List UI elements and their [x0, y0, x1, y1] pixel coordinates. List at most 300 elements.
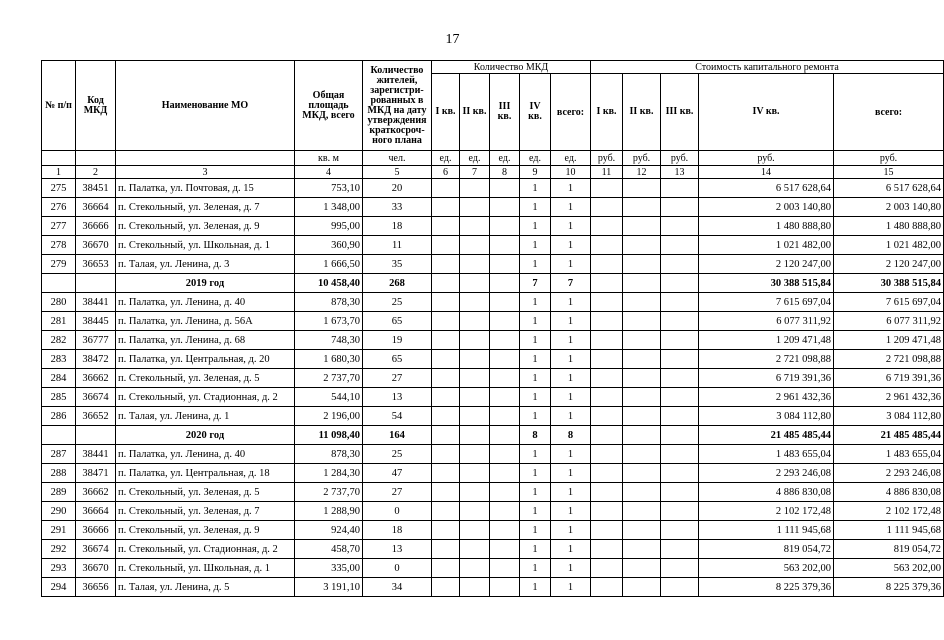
unit-label: ед. [551, 151, 591, 166]
cost-q4-cell: 1 209 471,48 [699, 331, 834, 350]
table-row [42, 464, 944, 483]
count-total-cell: 1 [551, 369, 591, 388]
row-number-cell: 284 [42, 369, 76, 388]
building-code-cell: 36664 [76, 198, 116, 217]
count-q4-cell: 8 [520, 426, 551, 445]
cost-q3-cell [661, 369, 699, 388]
header-cost-q1: I кв. [591, 74, 623, 151]
cost-total-cell: 1 483 655,04 [834, 445, 944, 464]
table-row [42, 217, 944, 236]
column-number: 3 [116, 166, 295, 179]
residents-cell: 25 [363, 445, 432, 464]
cost-q4-cell: 2 293 246,08 [699, 464, 834, 483]
count-q4-cell: 1 [520, 350, 551, 369]
cost-q3-cell [661, 312, 699, 331]
count-total-cell: 1 [551, 255, 591, 274]
address-cell: п. Стекольный, ул. Зеленая, д. 7 [116, 198, 295, 217]
cost-q3-cell [661, 407, 699, 426]
empty-cell [76, 426, 116, 445]
header-residents: Количество жителей, зарегистри-рованных в МКД на дату утверждения краткосроч-ного плана [363, 61, 432, 151]
cost-total-cell: 4 886 830,08 [834, 483, 944, 502]
count-total-cell: 8 [551, 426, 591, 445]
count-q2-cell [460, 540, 490, 559]
cost-q2-cell [623, 502, 661, 521]
building-code-cell: 36664 [76, 502, 116, 521]
cost-q2-cell [623, 445, 661, 464]
residents-cell: 34 [363, 578, 432, 597]
count-total-cell: 1 [551, 540, 591, 559]
header-cost-group: Стоимость капитального ремонта [591, 61, 944, 74]
cost-q1-cell [591, 559, 623, 578]
cost-q2-cell [623, 331, 661, 350]
count-q1-cell [432, 559, 460, 578]
building-code-cell: 36662 [76, 369, 116, 388]
address-cell: п. Палатка, ул. Почтовая, д. 15 [116, 179, 295, 198]
address-cell: п. Стекольный, ул. Стадионная, д. 2 [116, 540, 295, 559]
unit-label: руб. [699, 151, 834, 166]
cost-q1-cell [591, 464, 623, 483]
cost-q1-cell [591, 388, 623, 407]
header-count-q1: I кв. [432, 74, 460, 151]
cost-q2-cell [623, 312, 661, 331]
count-q3-cell [490, 559, 520, 578]
building-code-cell: 36662 [76, 483, 116, 502]
count-q4-cell: 1 [520, 331, 551, 350]
address-cell: п. Стекольный, ул. Зеленая, д. 5 [116, 483, 295, 502]
address-cell: п. Палатка, ул. Ленина, д. 40 [116, 293, 295, 312]
header-count-q3: III кв. [490, 74, 520, 151]
residents-cell: 164 [363, 426, 432, 445]
table-row [42, 521, 944, 540]
year-total-row [42, 274, 944, 293]
residents-cell: 11 [363, 236, 432, 255]
count-total-cell: 1 [551, 236, 591, 255]
unit-label: ед. [520, 151, 551, 166]
count-q4-cell: 1 [520, 578, 551, 597]
row-number-cell: 292 [42, 540, 76, 559]
cost-q1-cell [591, 426, 623, 445]
count-q4-cell: 1 [520, 255, 551, 274]
count-q2-cell [460, 426, 490, 445]
column-number: 12 [623, 166, 661, 179]
count-q2-cell [460, 407, 490, 426]
count-q4-cell: 1 [520, 540, 551, 559]
residents-cell: 27 [363, 483, 432, 502]
residents-cell: 65 [363, 350, 432, 369]
count-total-cell: 1 [551, 407, 591, 426]
building-code-cell: 38471 [76, 464, 116, 483]
count-q4-cell: 1 [520, 217, 551, 236]
row-number-cell: 275 [42, 179, 76, 198]
cost-q3-cell [661, 445, 699, 464]
cost-q1-cell [591, 198, 623, 217]
cost-total-cell: 2 102 172,48 [834, 502, 944, 521]
count-total-cell: 1 [551, 198, 591, 217]
count-total-cell: 7 [551, 274, 591, 293]
year-total-label: 2020 год [116, 426, 295, 445]
count-q1-cell [432, 521, 460, 540]
count-q1-cell [432, 198, 460, 217]
count-q2-cell [460, 369, 490, 388]
count-q3-cell [490, 426, 520, 445]
area-cell: 360,90 [295, 236, 363, 255]
count-q1-cell [432, 388, 460, 407]
count-q3-cell [490, 578, 520, 597]
column-number: 15 [834, 166, 944, 179]
building-code-cell: 36777 [76, 331, 116, 350]
cost-q1-cell [591, 312, 623, 331]
row-number-cell: 283 [42, 350, 76, 369]
cost-q4-cell: 1 111 945,68 [699, 521, 834, 540]
unit-label: руб. [661, 151, 699, 166]
table-row [42, 350, 944, 369]
cost-q1-cell [591, 521, 623, 540]
count-q3-cell [490, 540, 520, 559]
count-q3-cell [490, 217, 520, 236]
count-q4-cell: 1 [520, 445, 551, 464]
year-total-label: 2019 год [116, 274, 295, 293]
cost-q1-cell [591, 540, 623, 559]
cost-total-cell: 8 225 379,36 [834, 578, 944, 597]
count-q4-cell: 1 [520, 198, 551, 217]
cost-q1-cell [591, 217, 623, 236]
building-code-cell: 38441 [76, 445, 116, 464]
unit-label: чел. [363, 151, 432, 166]
table-row [42, 559, 944, 578]
count-total-cell: 1 [551, 312, 591, 331]
building-code-cell: 38451 [76, 179, 116, 198]
address-cell: п. Стекольный, ул. Стадионная, д. 2 [116, 388, 295, 407]
area-cell: 1 284,30 [295, 464, 363, 483]
residents-cell: 33 [363, 198, 432, 217]
cost-q3-cell [661, 540, 699, 559]
area-cell: 878,30 [295, 445, 363, 464]
table-row [42, 578, 944, 597]
count-q1-cell [432, 312, 460, 331]
building-code-cell: 36670 [76, 559, 116, 578]
address-cell: п. Талая, ул. Ленина, д. 5 [116, 578, 295, 597]
year-total-row [42, 426, 944, 445]
cost-q4-cell: 21 485 485,44 [699, 426, 834, 445]
building-code-cell: 36674 [76, 388, 116, 407]
residents-cell: 0 [363, 502, 432, 521]
table-row [42, 293, 944, 312]
area-cell: 748,30 [295, 331, 363, 350]
column-number: 7 [460, 166, 490, 179]
count-q3-cell [490, 350, 520, 369]
cost-q1-cell [591, 293, 623, 312]
count-q2-cell [460, 350, 490, 369]
count-total-cell: 1 [551, 445, 591, 464]
count-q2-cell [460, 331, 490, 350]
area-cell: 995,00 [295, 217, 363, 236]
residents-cell: 18 [363, 521, 432, 540]
cost-q2-cell [623, 464, 661, 483]
count-total-cell: 1 [551, 179, 591, 198]
cost-q4-cell: 7 615 697,04 [699, 293, 834, 312]
count-q1-cell [432, 350, 460, 369]
building-code-cell: 36666 [76, 217, 116, 236]
cost-q1-cell [591, 255, 623, 274]
residents-cell: 13 [363, 388, 432, 407]
count-q2-cell [460, 483, 490, 502]
cost-total-cell: 2 120 247,00 [834, 255, 944, 274]
cost-q3-cell [661, 521, 699, 540]
count-total-cell: 1 [551, 559, 591, 578]
residents-cell: 47 [363, 464, 432, 483]
count-total-cell: 1 [551, 502, 591, 521]
row-number-cell: 293 [42, 559, 76, 578]
page-number: 17 [445, 32, 460, 47]
count-q1-cell [432, 179, 460, 198]
cost-total-cell: 6 077 311,92 [834, 312, 944, 331]
cost-q2-cell [623, 559, 661, 578]
table-row [42, 369, 944, 388]
header-cost-q2: II кв. [623, 74, 661, 151]
cost-total-cell: 1 209 471,48 [834, 331, 944, 350]
count-q4-cell: 1 [520, 293, 551, 312]
cost-q4-cell: 2 003 140,80 [699, 198, 834, 217]
count-q1-cell [432, 217, 460, 236]
area-cell: 1 288,90 [295, 502, 363, 521]
cost-q3-cell [661, 293, 699, 312]
cost-q3-cell [661, 236, 699, 255]
building-code-cell: 36674 [76, 540, 116, 559]
unit-label: руб. [834, 151, 944, 166]
cost-q4-cell: 1 021 482,00 [699, 236, 834, 255]
building-code-cell: 36652 [76, 407, 116, 426]
header-num: № п/п [42, 61, 76, 151]
row-number-cell: 289 [42, 483, 76, 502]
area-cell: 1 680,30 [295, 350, 363, 369]
count-q3-cell [490, 445, 520, 464]
column-number: 11 [591, 166, 623, 179]
table-row [42, 445, 944, 464]
cost-total-cell: 3 084 112,80 [834, 407, 944, 426]
count-q3-cell [490, 179, 520, 198]
count-q1-cell [432, 331, 460, 350]
cost-total-cell: 6 719 391,36 [834, 369, 944, 388]
residents-cell: 13 [363, 540, 432, 559]
column-number: 10 [551, 166, 591, 179]
address-cell: п. Палатка, ул. Центральная, д. 20 [116, 350, 295, 369]
cost-q3-cell [661, 217, 699, 236]
count-total-cell: 1 [551, 388, 591, 407]
cost-q4-cell: 6 719 391,36 [699, 369, 834, 388]
row-number-cell: 285 [42, 388, 76, 407]
empty-cell [42, 274, 76, 293]
count-total-cell: 1 [551, 464, 591, 483]
count-q2-cell [460, 464, 490, 483]
cost-q1-cell [591, 445, 623, 464]
count-q1-cell [432, 464, 460, 483]
area-cell: 1 348,00 [295, 198, 363, 217]
count-q1-cell [432, 236, 460, 255]
row-number-cell: 279 [42, 255, 76, 274]
count-total-cell: 1 [551, 331, 591, 350]
cost-q2-cell [623, 521, 661, 540]
count-total-cell: 1 [551, 350, 591, 369]
row-number-cell: 288 [42, 464, 76, 483]
count-q3-cell [490, 521, 520, 540]
cost-q3-cell [661, 274, 699, 293]
area-cell: 878,30 [295, 293, 363, 312]
cost-q4-cell: 6 077 311,92 [699, 312, 834, 331]
count-total-cell: 1 [551, 217, 591, 236]
cost-q4-cell: 819 054,72 [699, 540, 834, 559]
residents-cell: 18 [363, 217, 432, 236]
address-cell: п. Талая, ул. Ленина, д. 1 [116, 407, 295, 426]
cost-q2-cell [623, 426, 661, 445]
count-q3-cell [490, 369, 520, 388]
cost-q3-cell [661, 388, 699, 407]
cost-q2-cell [623, 578, 661, 597]
unit-empty [76, 151, 116, 166]
area-cell: 924,40 [295, 521, 363, 540]
column-number: 9 [520, 166, 551, 179]
address-cell: п. Стекольный, ул. Зеленая, д. 9 [116, 521, 295, 540]
cost-q3-cell [661, 502, 699, 521]
unit-label: ед. [432, 151, 460, 166]
column-number: 6 [432, 166, 460, 179]
area-cell: 2 737,70 [295, 483, 363, 502]
count-q2-cell [460, 445, 490, 464]
address-cell: п. Стекольный, ул. Зеленая, д. 9 [116, 217, 295, 236]
row-number-cell: 277 [42, 217, 76, 236]
cost-q4-cell: 563 202,00 [699, 559, 834, 578]
area-cell: 2 196,00 [295, 407, 363, 426]
count-q4-cell: 1 [520, 559, 551, 578]
table-row [42, 483, 944, 502]
address-cell: п. Стекольный, ул. Школьная, д. 1 [116, 559, 295, 578]
cost-q2-cell [623, 483, 661, 502]
address-cell: п. Палатка, ул. Ленина, д. 40 [116, 445, 295, 464]
unit-empty [42, 151, 76, 166]
building-code-cell: 36670 [76, 236, 116, 255]
cost-q3-cell [661, 559, 699, 578]
count-q1-cell [432, 407, 460, 426]
cost-q1-cell [591, 331, 623, 350]
cost-q2-cell [623, 540, 661, 559]
cost-total-cell: 1 111 945,68 [834, 521, 944, 540]
address-cell: п. Стекольный, ул. Зеленая, д. 7 [116, 502, 295, 521]
cost-q1-cell [591, 236, 623, 255]
count-q1-cell [432, 369, 460, 388]
cost-total-cell: 2 721 098,88 [834, 350, 944, 369]
count-q3-cell [490, 236, 520, 255]
count-total-cell: 1 [551, 578, 591, 597]
column-number: 5 [363, 166, 432, 179]
count-q4-cell: 1 [520, 483, 551, 502]
cost-q4-cell: 2 721 098,88 [699, 350, 834, 369]
residents-cell: 0 [363, 559, 432, 578]
cost-q4-cell: 3 084 112,80 [699, 407, 834, 426]
cost-q4-cell: 2 120 247,00 [699, 255, 834, 274]
residents-cell: 20 [363, 179, 432, 198]
cost-q4-cell: 6 517 628,64 [699, 179, 834, 198]
cost-q4-cell: 2 102 172,48 [699, 502, 834, 521]
count-q3-cell [490, 483, 520, 502]
residents-cell: 268 [363, 274, 432, 293]
area-cell: 1 666,50 [295, 255, 363, 274]
count-q4-cell: 1 [520, 369, 551, 388]
cost-q4-cell: 2 961 432,36 [699, 388, 834, 407]
row-number-cell: 276 [42, 198, 76, 217]
header-name: Наименование МО [116, 61, 295, 151]
cost-q1-cell [591, 179, 623, 198]
address-cell: п. Талая, ул. Ленина, д. 3 [116, 255, 295, 274]
count-q3-cell [490, 388, 520, 407]
cost-q4-cell: 1 480 888,80 [699, 217, 834, 236]
table-row [42, 255, 944, 274]
cost-q4-cell: 4 886 830,08 [699, 483, 834, 502]
building-code-cell: 36653 [76, 255, 116, 274]
table-row [42, 502, 944, 521]
count-q2-cell [460, 502, 490, 521]
count-q2-cell [460, 179, 490, 198]
address-cell: п. Палатка, ул. Ленина, д. 68 [116, 331, 295, 350]
row-number-cell: 290 [42, 502, 76, 521]
cost-q4-cell: 1 483 655,04 [699, 445, 834, 464]
count-q2-cell [460, 198, 490, 217]
cost-q3-cell [661, 255, 699, 274]
row-number-cell: 294 [42, 578, 76, 597]
cost-q1-cell [591, 350, 623, 369]
count-q4-cell: 1 [520, 407, 551, 426]
table-row [42, 312, 944, 331]
cost-total-cell: 1 021 482,00 [834, 236, 944, 255]
count-q4-cell: 1 [520, 464, 551, 483]
count-q3-cell [490, 198, 520, 217]
cost-q1-cell [591, 369, 623, 388]
unit-label: кв. м [295, 151, 363, 166]
area-cell: 10 458,40 [295, 274, 363, 293]
column-number: 1 [42, 166, 76, 179]
building-code-cell: 38445 [76, 312, 116, 331]
residents-cell: 54 [363, 407, 432, 426]
count-q1-cell [432, 502, 460, 521]
count-q2-cell [460, 559, 490, 578]
cost-q2-cell [623, 255, 661, 274]
count-q4-cell: 1 [520, 312, 551, 331]
column-number: 8 [490, 166, 520, 179]
row-number-cell: 287 [42, 445, 76, 464]
area-cell: 544,10 [295, 388, 363, 407]
count-q1-cell [432, 445, 460, 464]
area-cell: 3 191,10 [295, 578, 363, 597]
cost-q2-cell [623, 293, 661, 312]
count-q1-cell [432, 426, 460, 445]
column-number: 2 [76, 166, 116, 179]
cost-total-cell: 563 202,00 [834, 559, 944, 578]
address-cell: п. Палатка, ул. Центральная, д. 18 [116, 464, 295, 483]
count-total-cell: 1 [551, 521, 591, 540]
row-number-cell: 282 [42, 331, 76, 350]
count-q4-cell: 1 [520, 179, 551, 198]
header-count-group: Количество МКД [432, 61, 591, 74]
cost-q2-cell [623, 217, 661, 236]
building-code-cell: 38441 [76, 293, 116, 312]
header-cost-q4: IV кв. [699, 74, 834, 151]
count-q3-cell [490, 255, 520, 274]
unit-label: руб. [623, 151, 661, 166]
count-q1-cell [432, 274, 460, 293]
area-cell: 11 098,40 [295, 426, 363, 445]
table-row [42, 331, 944, 350]
address-cell: п. Палатка, ул. Ленина, д. 56А [116, 312, 295, 331]
cost-q1-cell [591, 483, 623, 502]
table-row [42, 179, 944, 198]
